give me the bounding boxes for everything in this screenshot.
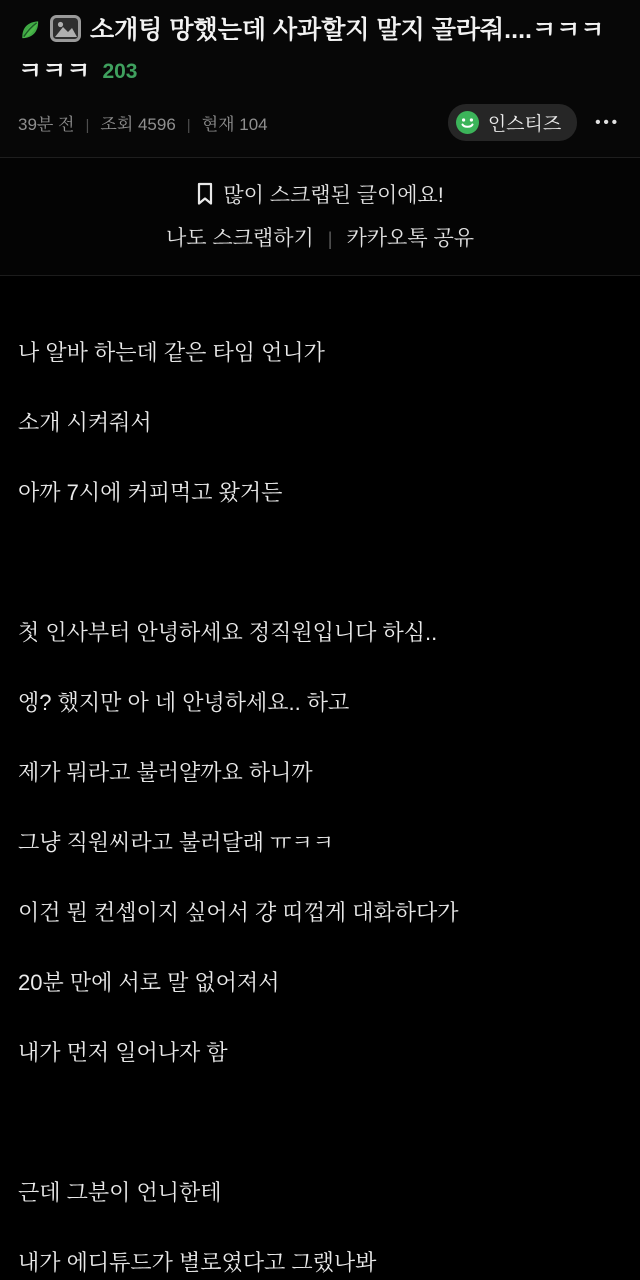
post-meta-row	[18, 104, 622, 157]
post-paragraph: 그냥 직원씨라고 불러달래 ㅠㅋㅋ	[18, 830, 334, 855]
post-paragraph: 근데 그분이 언니한테	[18, 1180, 222, 1205]
current-count: 현재 104	[201, 115, 268, 134]
banner-divider: |	[327, 229, 333, 249]
post-paragraph: 첫 인사부터 안녕하세요 정직원입니다 하심..	[18, 620, 438, 645]
smiley-icon	[455, 110, 480, 135]
post-paragraph: 이건 뭔 컨셉이지 싶어서 걍 띠껍게 대화하다가	[18, 900, 459, 925]
post-paragraph: 내가 에디튜드가 별로였다고 그랬나봐	[18, 1250, 377, 1275]
post-paragraph: 엥? 했지만 아 네 안녕하세요.. 하고	[18, 690, 350, 715]
post-meta	[18, 110, 268, 135]
instiz-badge[interactable]	[448, 104, 577, 141]
bookmark-icon	[196, 182, 214, 206]
scrap-button[interactable]: 나도 스크랩하기	[165, 227, 314, 250]
post-paragraph: 나 알바 하는데 같은 타임 언니가	[18, 340, 325, 365]
post-header	[0, 0, 640, 157]
scrap-banner-actions	[0, 222, 640, 252]
meta-actions	[448, 104, 622, 141]
post-title: 소개팅 망했는데 사과할지 말지 골라줘....ㅋㅋㅋㅋㅋㅋ	[18, 16, 605, 85]
image-attachment-icon	[50, 15, 81, 53]
post-paragraph: 아까 7시에 커피먹고 왔거든	[18, 480, 283, 505]
post-paragraph: 제가 뭐라고 불러얄까요 하니까	[18, 760, 313, 785]
scrap-banner	[0, 157, 640, 276]
post-paragraph	[18, 550, 622, 576]
post-paragraph: 내가 먼저 일어나자 함	[18, 1040, 228, 1065]
post-body	[0, 276, 640, 1276]
view-count: 조회 4596	[100, 115, 176, 134]
time-ago: 39분 전	[18, 115, 75, 134]
scrap-banner-message-row	[0, 179, 640, 209]
badge-label: 인스티즈	[487, 114, 562, 135]
post-title-row	[18, 12, 622, 90]
post-paragraph: 소개 시켜줘서	[18, 410, 152, 435]
post-paragraph	[18, 1110, 622, 1136]
comment-count[interactable]: 203	[102, 60, 138, 83]
scrap-banner-message: 많이 스크랩된 글이에요!	[223, 184, 444, 207]
meta-divider: |	[186, 117, 191, 134]
kakao-share-button[interactable]: 카카오톡 공유	[346, 227, 475, 250]
more-menu-button[interactable]: •••	[595, 114, 620, 131]
post-paragraph: 20분 만에 서로 말 없어져서	[18, 970, 280, 995]
meta-divider: |	[85, 117, 90, 134]
leaf-icon	[18, 16, 41, 53]
